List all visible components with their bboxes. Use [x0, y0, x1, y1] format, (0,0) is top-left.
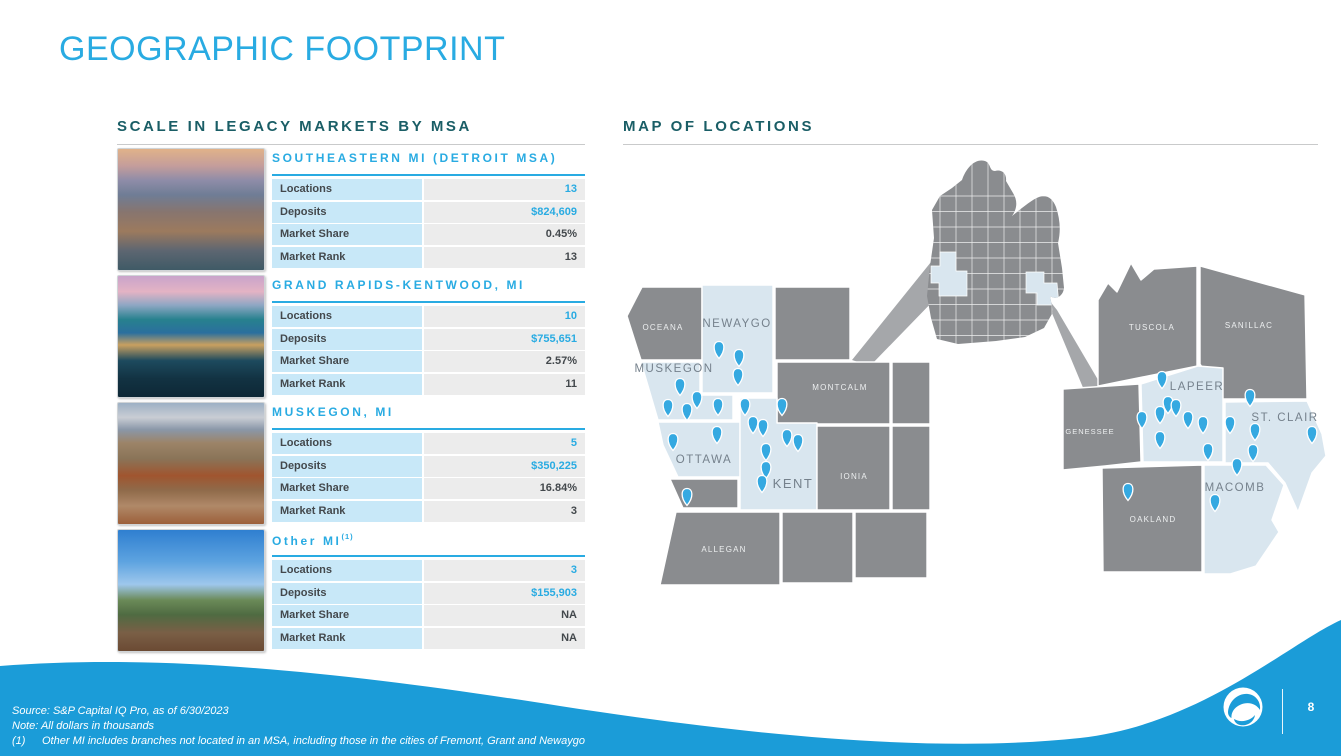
row-value: 3: [424, 501, 585, 522]
market-table-row: [272, 501, 585, 522]
row-value: NA: [424, 605, 585, 626]
map-callout-beam-east: [1044, 294, 1104, 390]
page-title: GEOGRAPHIC FOOTPRINT: [59, 30, 506, 68]
row-label: Deposits: [272, 583, 422, 604]
row-label: Locations: [272, 560, 422, 581]
map-callout-beam-west: [852, 262, 938, 366]
county-label-macomb: MACOMB: [1204, 482, 1266, 494]
footnote-text: Other MI includes branches not located in an MSA, including those in the cities of Fremont, Grant and Newaygo: [42, 735, 585, 747]
row-value: 5: [424, 433, 585, 454]
row-value: $155,903: [424, 583, 585, 604]
dollars-note: Note: All dollars in thousands: [12, 720, 155, 732]
photo-muskegon-downtown: [117, 402, 265, 525]
market-heading: GRAND RAPIDS-KENTWOOD, MI: [272, 278, 525, 292]
footer-divider: [1282, 689, 1283, 734]
county-label-sanillac: SANILLAC: [1224, 321, 1274, 330]
section-heading-legacy-markets: SCALE IN LEGACY MARKETS BY MSA: [117, 118, 585, 145]
county-label-muskegon: MUSKEGON: [634, 363, 714, 375]
county-barry-shape: [782, 512, 853, 583]
market-heading-rule: [272, 174, 585, 176]
market-table-row: [272, 179, 585, 200]
locations-map: [600, 150, 1341, 620]
row-value: $755,651: [424, 329, 585, 350]
county-label-ionia: IONIA: [840, 472, 868, 481]
photo-detroit-skyline: [117, 148, 265, 271]
county-east-sliver-north-shape: [892, 362, 930, 424]
row-value: 10: [424, 306, 585, 327]
market-table-row: [272, 247, 585, 268]
section-heading-map: MAP OF LOCATIONS: [623, 118, 1318, 145]
market-blocks: [117, 148, 585, 656]
row-label: Market Rank: [272, 628, 422, 649]
row-label: Locations: [272, 306, 422, 327]
row-label: Market Rank: [272, 374, 422, 395]
market-table-row: [272, 224, 585, 245]
county-ottawa-shape: [658, 422, 740, 477]
county-ottawa-south-shape: [670, 479, 738, 508]
page-number: 8: [1307, 700, 1315, 714]
county-ionia-shape: [817, 426, 890, 510]
county-label-newaygo: NEWAYGO: [702, 318, 772, 330]
row-label: Market Share: [272, 605, 422, 626]
county-label-kent: KENT: [772, 476, 814, 491]
market-table-row: [272, 374, 585, 395]
market-heading-rule: [272, 301, 585, 303]
row-label: Market Share: [272, 351, 422, 372]
market-heading: Other MI$^{(1)}$: [272, 532, 354, 548]
row-label: Locations: [272, 179, 422, 200]
county-montcalm-shape: [777, 362, 890, 424]
market-table-row: [272, 351, 585, 372]
row-label: Deposits: [272, 456, 422, 477]
market-table-row: [272, 329, 585, 350]
row-label: Market Share: [272, 224, 422, 245]
county-mecosta-shape: [775, 287, 850, 360]
company-logo: [1221, 685, 1265, 729]
county-label-ottawa: OTTAWA: [675, 454, 733, 466]
photo-grand-rapids-skyline: [117, 275, 265, 398]
county-label-montcalm: MONTCALM: [812, 383, 868, 392]
county-east-sliver-south-shape: [892, 426, 930, 510]
row-value: 13: [424, 247, 585, 268]
footnote-marker: (1): [341, 532, 354, 541]
market-block: [117, 148, 585, 271]
source-note: Source: S&P Capital IQ Pro, as of 6/30/2023: [12, 705, 229, 717]
row-value: 11: [424, 374, 585, 395]
market-table-row: [272, 478, 585, 499]
market-heading-rule: [272, 555, 585, 557]
county-label-oceana: OCEANA: [642, 323, 684, 332]
row-label: Market Rank: [272, 501, 422, 522]
market-table-row: [272, 456, 585, 477]
footer-notes: [12, 704, 585, 749]
market-heading: MUSKEGON, MI: [272, 405, 394, 419]
market-heading-rule: [272, 428, 585, 430]
market-table-row: [272, 306, 585, 327]
county-label-lapeer: LAPEER: [1169, 381, 1225, 393]
row-label: Market Share: [272, 478, 422, 499]
county-label-tuscola: TUSCOLA: [1128, 323, 1176, 332]
market-table-row: [272, 202, 585, 223]
row-label: Locations: [272, 433, 422, 454]
market-table-row: [272, 560, 585, 581]
county-label-oakland: OAKLAND: [1129, 515, 1177, 524]
row-label: Market Rank: [272, 247, 422, 268]
row-value: NA: [424, 628, 585, 649]
row-value: 0.45%: [424, 224, 585, 245]
county-label-allegan: ALLEGAN: [701, 545, 747, 554]
row-value: $350,225: [424, 456, 585, 477]
market-block: [117, 275, 585, 398]
row-label: Deposits: [272, 202, 422, 223]
county-eaton-shape: [855, 512, 927, 578]
market-table-row: [272, 583, 585, 604]
row-value: 16.84%: [424, 478, 585, 499]
county-label-stclair: ST. CLAIR: [1251, 412, 1319, 424]
row-value: 2.57%: [424, 351, 585, 372]
market-heading: SOUTHEASTERN MI (DETROIT MSA): [272, 151, 558, 165]
row-label: Deposits: [272, 329, 422, 350]
market-block: [117, 402, 585, 525]
market-table-row: [272, 433, 585, 454]
row-value: 13: [424, 179, 585, 200]
row-value: 3: [424, 560, 585, 581]
footnote-number: (1): [12, 735, 26, 747]
footnote-1: [12, 734, 585, 749]
row-value: $824,609: [424, 202, 585, 223]
county-label-genessee: GENESSEE: [1065, 427, 1115, 436]
